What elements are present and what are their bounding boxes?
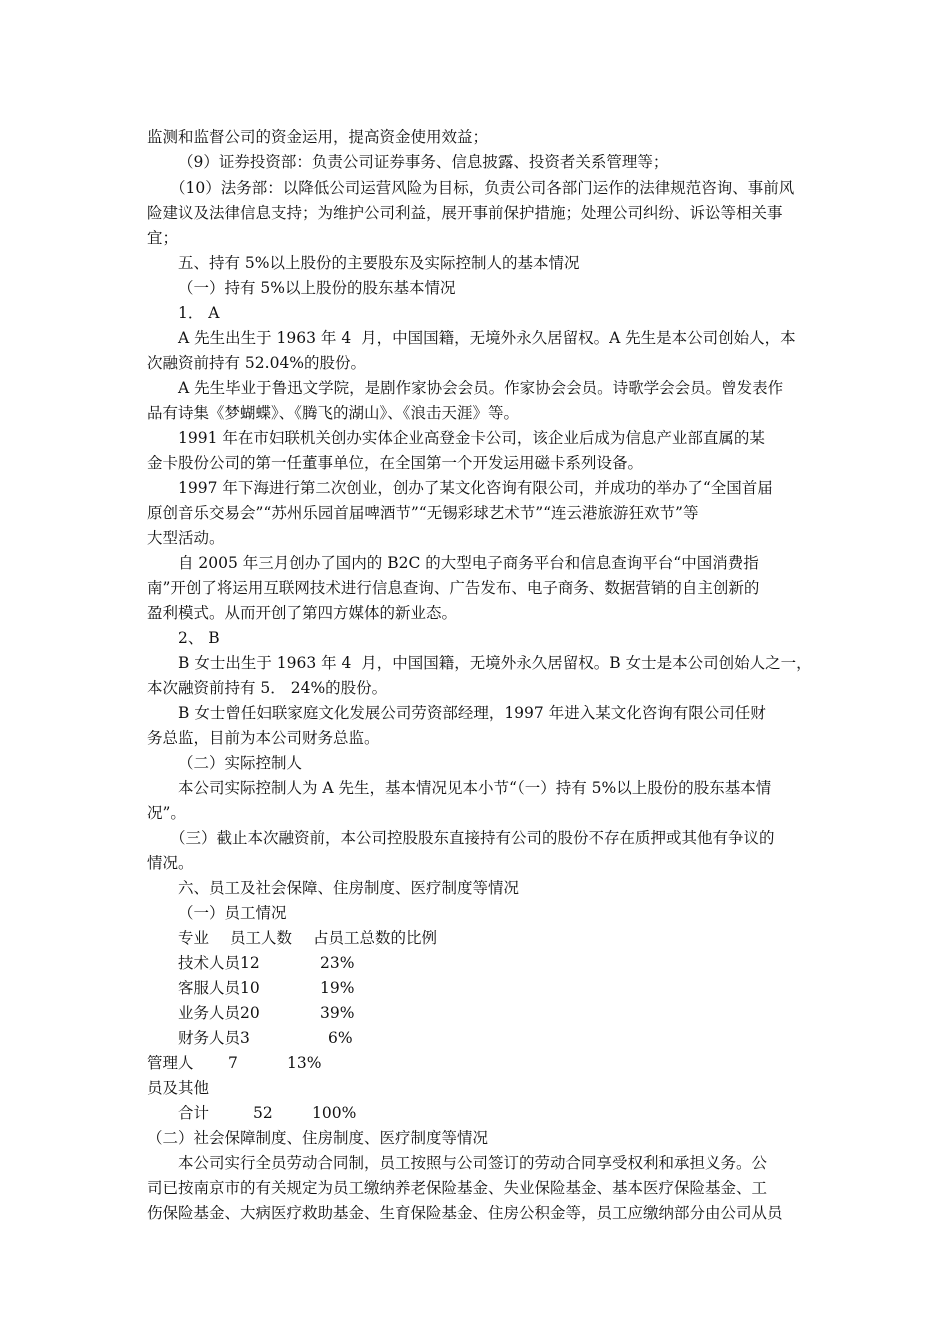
subsection-heading: （二）实际控制人 <box>178 754 303 772</box>
table-cell: 7 <box>228 1054 238 1072</box>
text-line: 伤保险基金、大病医疗救助基金、生育保险基金、住房公积金等，员工应缴纳部分由公司从员 <box>147 1204 783 1222</box>
table-cell: 52 <box>253 1104 273 1122</box>
table-cell: 23% <box>320 954 355 972</box>
text-line: 品有诗集《梦蝴蝶》、《腾飞的湖山》、《浪击天涯》等。 <box>147 404 520 422</box>
text-line: 自 2005 年三月创办了国内的 B2C 的大型电子商务平台和信息查询平台“中国消费指 <box>178 554 759 572</box>
table-cell: 3 <box>240 1029 250 1047</box>
text-line: 务总监，目前为本公司财务总监。 <box>147 729 380 747</box>
text-line: 险建议及法律信息支持；为维护公司利益，展开事前保护措施；处理公司纠纷、诉讼等相关事 <box>147 204 783 222</box>
table-cell-wrap: 员及其他 <box>147 1079 210 1097</box>
subsection-heading: （二）社会保障制度、住房制度、医疗制度等情况 <box>147 1129 489 1147</box>
table-cell: 19% <box>320 979 355 997</box>
text-line: 司已按南京市的有关规定为员工缴纳养老保险基金、失业保险基金、基本医疗保险基金、工 <box>147 1179 768 1197</box>
subsection-heading: （一）持有 5%以上股份的股东基本情况 <box>178 279 456 297</box>
text-line: 情况。 <box>147 854 194 872</box>
text-line: 本次融资前持有 5． 24%的股份。 <box>147 679 388 697</box>
text-line: 金卡股份公司的第一任董事单位，在全国第一个开发运用磁卡系列设备。 <box>147 454 644 472</box>
text-line: 盈利模式。从而开创了第四方媒体的新业态。 <box>147 604 458 622</box>
text-line: （10）法务部：以降低公司运营风险为目标，负责公司各部门运作的法律规范咨询、事前风 <box>170 179 795 197</box>
table-cell: 12 <box>240 954 260 972</box>
text-line: （三）截止本次融资前，本公司控股股东直接持有公司的股份不存在质押或其他有争议的 <box>170 829 775 847</box>
table-cell: 39% <box>320 1004 355 1022</box>
text-line: 大型活动。 <box>147 529 225 547</box>
table-cell: 6% <box>328 1029 353 1047</box>
section-heading: 六、员工及社会保障、住房制度、医疗制度等情况 <box>178 879 520 897</box>
table-cell: 技术人员 <box>178 954 241 972</box>
text-line: A 先生毕业于鲁迅文学院，是剧作家协会会员。作家协会会员。诗歌学会会员。曾发表作 <box>178 379 784 397</box>
table-cell: 10 <box>240 979 260 997</box>
text-line: 南”开创了将运用互联网技术进行信息查询、广告发布、电子商务、数据营销的自主创新的 <box>147 579 760 597</box>
table-cell: 业务人员 <box>178 1004 241 1022</box>
table-cell: 合计 <box>178 1104 210 1122</box>
text-line: 况”。 <box>147 804 186 822</box>
section-heading: 五、持有 5%以上股份的主要股东及实际控制人的基本情况 <box>178 254 580 272</box>
text-line: 原创音乐交易会”“苏州乐园首届啤酒节”“无锡彩球艺术节”“连云港旅游狂欢节”等 <box>147 504 699 522</box>
text-line: 宜； <box>147 229 179 247</box>
text-line: 本公司实行全员劳动合同制，员工按照与公司签订的劳动合同享受权利和承担义务。公 <box>178 1154 768 1172</box>
table-cell: 财务人员 <box>178 1029 241 1047</box>
table-header-cell: 专业 <box>178 929 210 947</box>
text-line: （9）证券投资部：负责公司证券事务、信息披露、投资者关系管理等； <box>178 153 669 171</box>
table-cell: 管理人 <box>147 1054 194 1072</box>
text-line: B 女士出生于 1963 年 4 月，中国国籍，无境外永久居留权。B 女士是本公司创始人之一， <box>178 654 812 672</box>
text-line: A 先生出生于 1963 年 4 月，中国国籍，无境外永久居留权。A 先生是本公司创始人，本 <box>178 329 796 347</box>
text-line: 次融资前持有 52.04%的股份。 <box>147 354 367 372</box>
table-header-cell: 占员工总数的比例 <box>313 929 438 947</box>
text-line: 监测和监督公司的资金运用，提高资金使用效益； <box>147 128 489 146</box>
item-heading: 2、 B <box>178 629 220 647</box>
text-line: 本公司实际控制人为 A 先生，基本情况见本小节“（一）持有 5%以上股份的股东基本情 <box>178 779 772 797</box>
text-line: B 女士曾任妇联家庭文化发展公司劳资部经理，1997 年进入某文化咨询有限公司任财 <box>178 704 766 722</box>
item-heading: 1． A <box>178 304 220 322</box>
subsection-heading: （一）员工情况 <box>178 904 287 922</box>
table-cell: 13% <box>287 1054 322 1072</box>
text-line: 1991 年在市妇联机关创办实体企业高登金卡公司，该企业后成为信息产业部直属的某 <box>178 429 765 447</box>
table-cell: 20 <box>240 1004 260 1022</box>
table-cell: 客服人员 <box>178 979 241 997</box>
table-header-cell: 员工人数 <box>230 929 293 947</box>
text-line: 1997 年下海进行第二次创业，创办了某文化咨询有限公司，并成功的举办了“全国首届 <box>178 479 773 497</box>
table-cell: 100% <box>312 1104 357 1122</box>
